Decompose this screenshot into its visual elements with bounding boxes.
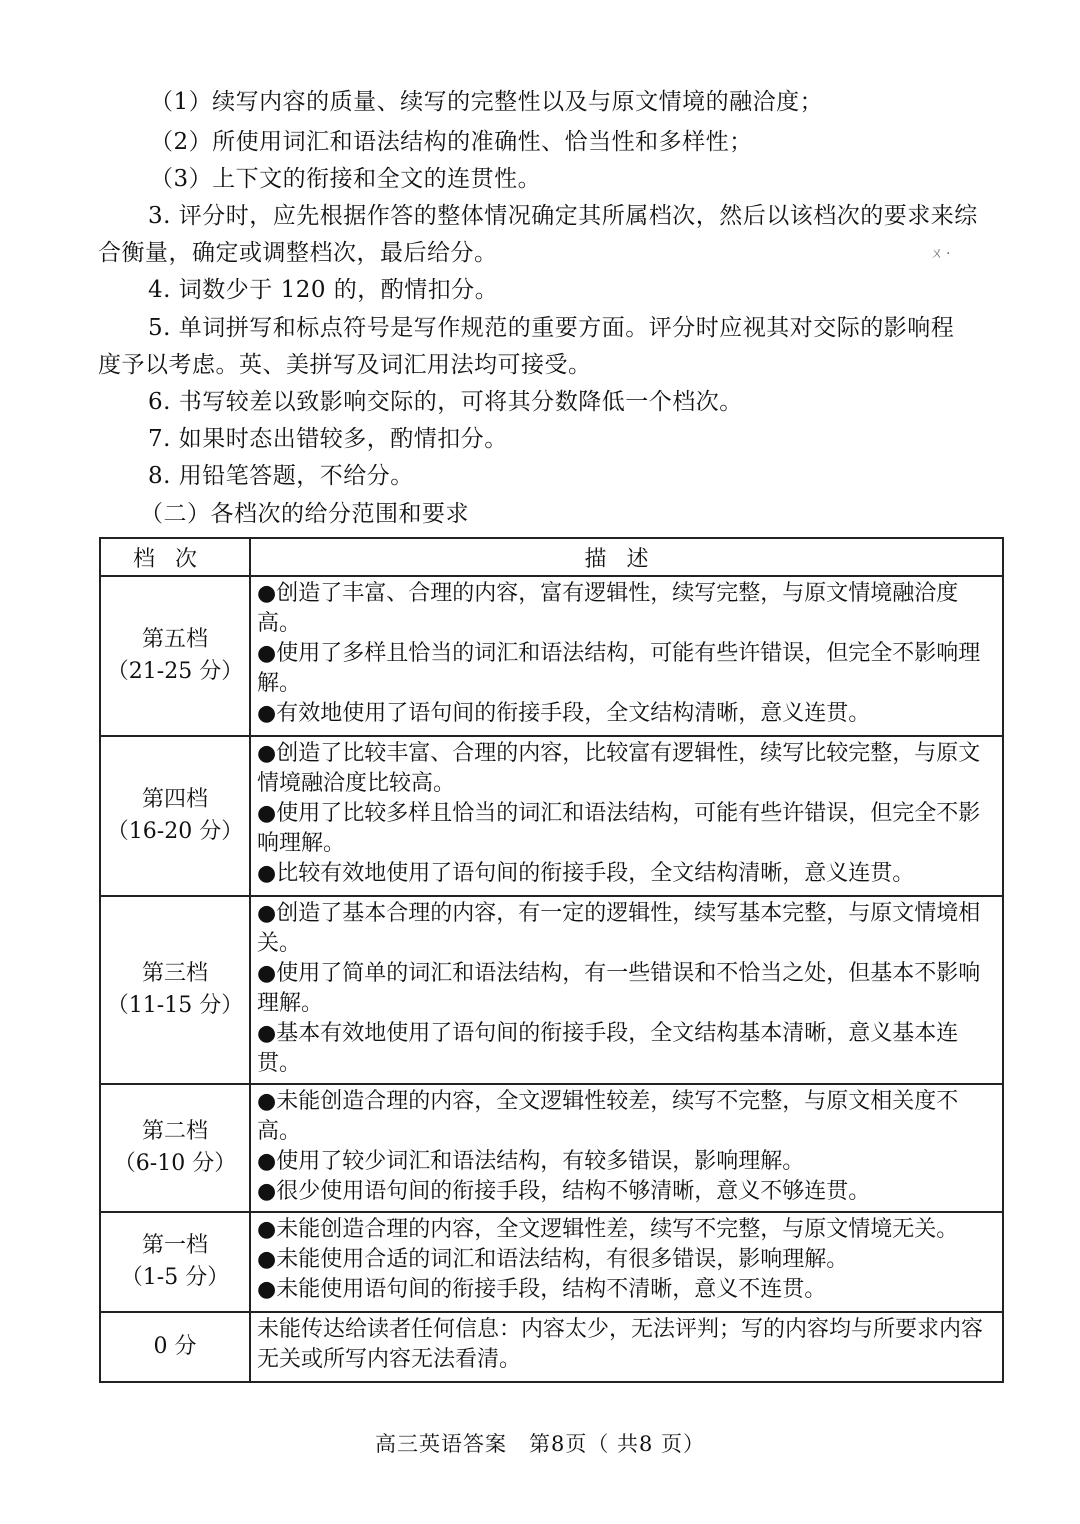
level-cell	[100, 896, 250, 1084]
level-name: 第四档	[141, 787, 208, 812]
description-cell	[250, 1212, 1003, 1312]
description-item: ●创造了丰富、合理的内容，富有逻辑性，续写完整，与原文情境融洽度高。	[257, 581, 959, 636]
level-range: （6-10 分）	[113, 1151, 237, 1176]
level-name: 第三档	[141, 961, 208, 986]
table-row	[100, 1084, 1003, 1212]
header-level: 档次	[100, 538, 250, 576]
description-item: ●使用了较少词汇和语法结构，有较多错误，影响理解。	[257, 1149, 805, 1174]
scoring-table	[99, 537, 1004, 1383]
section-heading: （二）各档次的给分范围和要求	[140, 501, 469, 527]
table-row	[100, 1212, 1003, 1312]
level-cell	[100, 1212, 250, 1312]
rule-3-line-2: 合衡量，确定或调整档次，最后给分。	[98, 240, 498, 266]
description-cell	[250, 896, 1003, 1084]
description-item: ●未能使用语句间的衔接手段，结构不清晰，意义不连贯。	[257, 1277, 827, 1302]
table-row	[100, 736, 1003, 896]
rule-3-line-1: 3. 评分时，应先根据作答的整体情况确定其所属档次，然后以该档次的要求来综	[148, 203, 978, 229]
rule-7: 7. 如果时态出错较多，酌情扣分。	[148, 426, 508, 452]
level-cell	[100, 1312, 250, 1382]
criteria-line-2: （2）所使用词汇和语法结构的准确性、恰当性和多样性；	[150, 129, 753, 155]
page-footer: 高三英语答案 第8页（ 共8 页）	[374, 1432, 706, 1456]
description-item: ●未能使用合适的词汇和语法结构，有很多错误，影响理解。	[257, 1247, 849, 1272]
description-item: ●使用了比较多样且恰当的词汇和语法结构，可能有些许错误，但完全不影响理解。	[257, 801, 981, 856]
header-description: 描述	[250, 538, 1003, 576]
rule-5-line-1: 5. 单词拼写和标点符号是写作规范的重要方面。评分时应视其对交际的影响程	[148, 315, 955, 341]
rule-6: 6. 书写较差以致影响交际的，可将其分数降低一个档次。	[148, 389, 743, 415]
description-item: ●创造了比较丰富、合理的内容，比较富有逻辑性，续写比较完整，与原文情境融洽度比较高。	[257, 741, 981, 796]
rule-5-line-2: 度予以考虑。英、美拼写及词汇用法均可接受。	[98, 352, 592, 378]
level-cell	[100, 736, 250, 896]
level-cell	[100, 1084, 250, 1212]
level-range: （16-20 分）	[106, 819, 244, 844]
description-item: ●使用了简单的词汇和语法结构，有一些错误和不恰当之处，但基本不影响理解。	[257, 961, 981, 1016]
table-row	[100, 1312, 1003, 1382]
description-item: ●创造了基本合理的内容，有一定的逻辑性，续写基本完整，与原文情境相关。	[257, 901, 981, 956]
level-cell	[100, 576, 250, 736]
rule-8: 8. 用铅笔答题，不给分。	[148, 463, 414, 489]
description-item: ●未能创造合理的内容，全文逻辑性差，续写不完整，与原文情境无关。	[257, 1217, 959, 1242]
table-row	[100, 896, 1003, 1084]
description-item: ●很少使用语句间的衔接手段，结构不够清晰，意义不够连贯。	[257, 1179, 871, 1204]
level-name: 第五档	[141, 627, 208, 652]
description-item: ●基本有效地使用了语句间的衔接手段，全文结构基本清晰，意义基本连贯。	[257, 1021, 959, 1076]
level-name: 第二档	[141, 1119, 208, 1144]
level-name: 0 分	[153, 1334, 197, 1359]
description-cell	[250, 576, 1003, 736]
description-cell	[250, 736, 1003, 896]
description-item: ●有效地使用了语句间的衔接手段，全文结构清晰，意义连贯。	[257, 701, 871, 726]
description-item: ●未能创造合理的内容，全文逻辑性较差，续写不完整，与原文相关度不高。	[257, 1089, 959, 1144]
description-item: 未能传达给读者任何信息：内容太少，无法评判；写的内容均与所要求内容无关或所写内容无法看清。	[257, 1317, 984, 1372]
level-range: （1-5 分）	[120, 1265, 230, 1290]
criteria-line-1: （1）续写内容的质量、续写的完整性以及与原文情境的融洽度；	[150, 89, 824, 115]
level-range: （11-15 分）	[106, 993, 244, 1018]
margin-mark: ㄨ·	[930, 246, 953, 262]
description-item: ●使用了多样且恰当的词汇和语法结构，可能有些许错误，但完全不影响理解。	[257, 641, 981, 696]
table-header-row	[100, 538, 1003, 576]
criteria-line-3: （3）上下文的衔接和全文的连贯性。	[150, 166, 542, 192]
description-cell	[250, 1084, 1003, 1212]
description-item: ●比较有效地使用了语句间的衔接手段，全文结构清晰，意义连贯。	[257, 861, 915, 886]
level-name: 第一档	[141, 1233, 208, 1258]
table-row	[100, 576, 1003, 736]
description-cell	[250, 1312, 1003, 1382]
level-range: （21-25 分）	[106, 659, 244, 684]
rule-4: 4. 词数少于 120 的，酌情扣分。	[148, 277, 499, 303]
